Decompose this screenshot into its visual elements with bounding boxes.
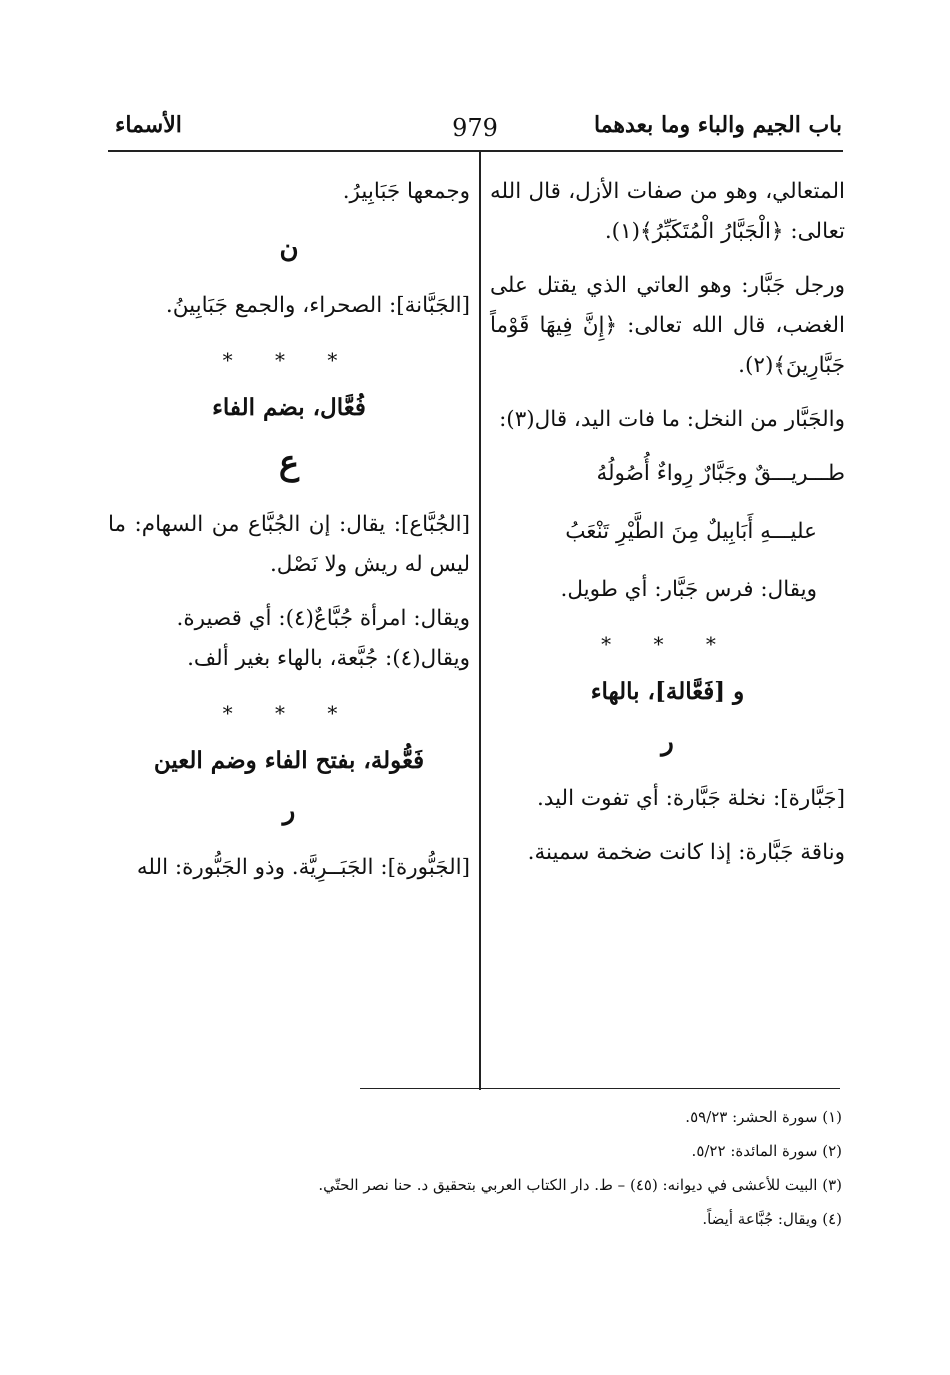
verse-line: عليـــهِ أَبَابِيلٌ مِنَ الطَّيْرِ تَنْعَبُ: [565, 519, 817, 544]
section-heading: و [فَعَّالة]، بالهاء: [590, 678, 745, 705]
chapter-title: باب الجيم والباء وما بعدهما: [593, 112, 842, 138]
paragraph: [الجَبَّانة]: الصحراء، والجمع جَبَابِينُ.: [165, 293, 470, 318]
footnote: (٤) ويقال: جُبَّاعة أيضاً.: [702, 1210, 842, 1228]
letter-heading: ر: [282, 796, 296, 826]
paragraph: ويقال: امرأة جُبَّاعٌ(٤): أي قصيرة.: [176, 606, 470, 631]
section-heading: فُعَّال، بضم الفاء: [212, 394, 366, 421]
paragraph: وناقة جَبَّارة: إذا كانت ضخمة سمينة.: [527, 840, 845, 865]
section-heading: فَعُّولة، بفتح الفاء وضم العين: [153, 747, 425, 774]
left-column: [108, 172, 470, 902]
separator-stars: * * *: [601, 632, 734, 656]
footnotes: [102, 1100, 842, 1236]
paragraph: والجَبَّار من النخل: ما فات اليد، قال(٣):: [499, 407, 845, 432]
letter-heading: ر: [661, 727, 674, 757]
paragraph: [الجَبُّورة]: الجَبَــرِيَّة. وذو الجَبُّورة: الله: [136, 855, 470, 880]
verse-line: طـــريـــقٌ وجَبَّارٌ رِواءٌ أُصُولُهُ: [596, 461, 845, 486]
separator-stars: * * *: [222, 348, 356, 372]
paragraph: ويقال(٤): جُبَّعة، بالهاء بغير ألف.: [187, 646, 470, 671]
footnote-rule: [360, 1088, 840, 1089]
footnote: (١) سورة الحشر: ٥٩/٢٣.: [685, 1108, 842, 1126]
paragraph: [جَبَّارة]: نخلة جَبَّارة: أي تفوت اليد.: [536, 786, 845, 811]
column-divider: [479, 150, 481, 1090]
paragraph: ورجل جَبَّار: وهو العاتي الذي يقتل على الغضب، قال الله تعالى: ﴿إِنَّ فِيهَا قَوْماً جَبَّارِينَ﴾(٢).: [490, 273, 845, 378]
page-number: 979: [452, 114, 498, 142]
paragraph: وجمعها جَبَابِيرُ.: [342, 179, 470, 204]
footnote: (٣) البيت للأعشى في ديوانه: (٤٥) – ط. دار الكتاب العربي بتحقيق د. حنا نصر الحتّي.: [318, 1176, 842, 1194]
paragraph: ويقال: فرس جَبَّار: أي طويل.: [560, 577, 817, 602]
section-title: الأسماء: [115, 112, 182, 138]
letter-heading: ن: [279, 234, 299, 264]
separator-stars: * * *: [222, 701, 356, 725]
header-rule: [108, 150, 843, 152]
paragraph: المتعالي، وهو من صفات الأزل، قال الله تعالى: ﴿الْجَبَّارُ الْمُتَكَبِّرُ﴾(١).: [490, 179, 845, 244]
letter-heading: ع: [278, 443, 300, 483]
right-column: [490, 172, 845, 887]
paragraph: [الجُبَّاع]: يقال: إن الجُبَّاع من السهام: ما ليس له ريش ولا نَصْل.: [108, 512, 470, 577]
footnote: (٢) سورة المائدة: ٥/٢٢.: [691, 1142, 842, 1160]
